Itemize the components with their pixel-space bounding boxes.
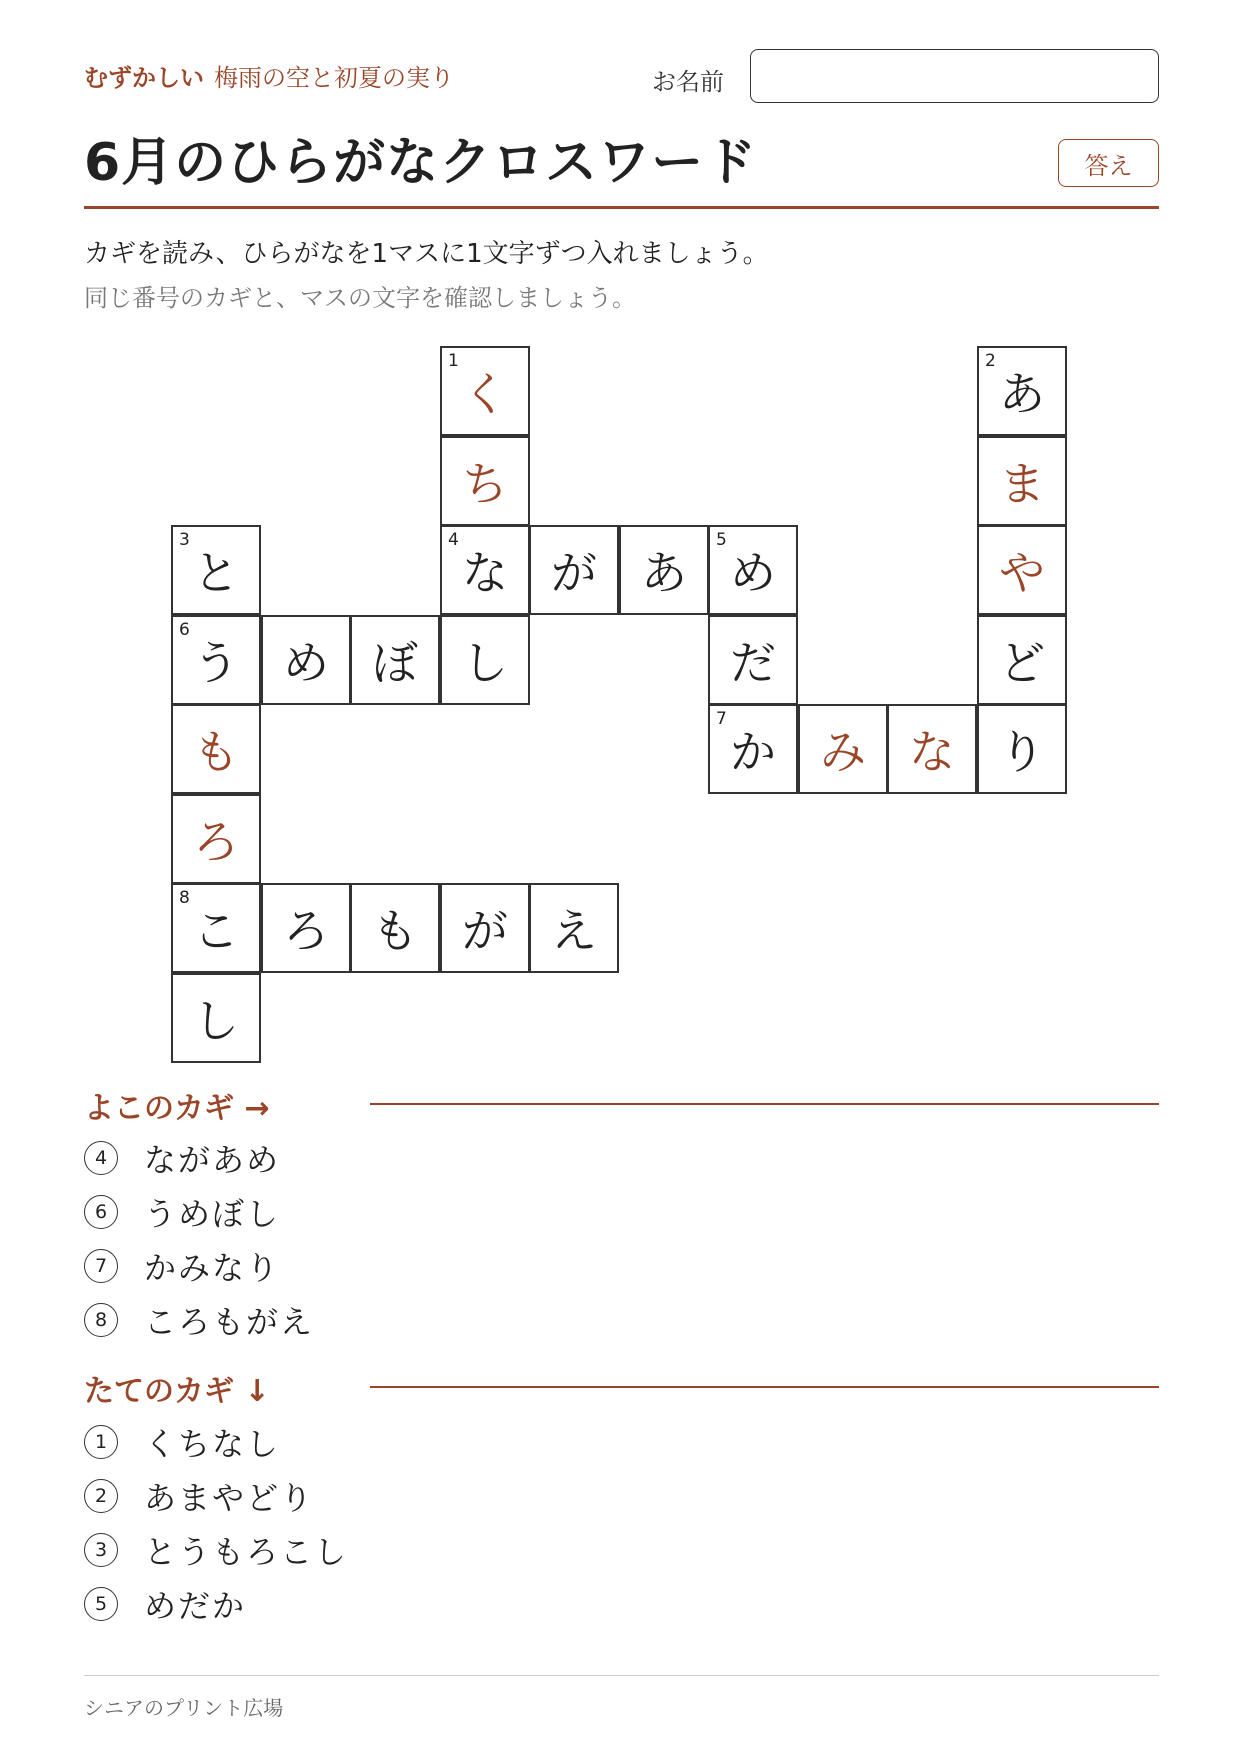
cell-char: な [462, 546, 508, 600]
down-clues-title: たてのカギ ↓ [84, 1374, 270, 1409]
grid-cell[interactable] [261, 883, 351, 973]
grid-cell[interactable] [440, 346, 530, 436]
clue-item [84, 1422, 280, 1462]
clue-number: 1 [448, 351, 459, 371]
grid-cell[interactable] [171, 525, 261, 615]
grid-cell[interactable] [440, 525, 530, 615]
instruction-sub: 同じ番号のカギと、マスの文字を確認しましょう。 [84, 284, 636, 312]
clue-number: 3 [179, 530, 190, 550]
grid-cell[interactable] [708, 525, 798, 615]
grid-cell[interactable] [171, 973, 261, 1063]
clue-item [84, 1192, 280, 1232]
clue-item [84, 1530, 348, 1570]
cell-char: え [551, 904, 597, 958]
cell-char: り [999, 725, 1045, 779]
grid-cell[interactable] [708, 615, 798, 705]
clue-number-badge: 1 [84, 1425, 118, 1459]
grid-cell[interactable] [529, 525, 619, 615]
cell-char: や [999, 546, 1045, 600]
clue-item [84, 1476, 314, 1516]
clue-number: 6 [179, 620, 190, 640]
clue-number-badge: 2 [84, 1479, 118, 1513]
grid-cell[interactable] [887, 704, 977, 794]
clue-answer: ころもがえ [144, 1303, 315, 1341]
grid-cell[interactable] [977, 525, 1067, 615]
grid-cell[interactable] [440, 883, 530, 973]
grid-cell[interactable] [171, 883, 261, 973]
cell-char: あ [641, 546, 687, 600]
clue-number-badge: 7 [84, 1249, 118, 1283]
cell-char: く [462, 367, 508, 421]
footer-divider [84, 1675, 1159, 1676]
cell-char: も [372, 904, 418, 958]
cell-char: し [462, 636, 508, 690]
cell-char: も [193, 725, 239, 779]
cell-char: あ [999, 367, 1045, 421]
grid-cell[interactable] [708, 704, 798, 794]
footer-credit: シニアのプリント広場 [84, 1696, 284, 1720]
grid-cell[interactable] [440, 436, 530, 526]
cell-char: ま [999, 457, 1045, 511]
cell-char: し [193, 994, 239, 1048]
worksheet-theme: 梅雨の空と初夏の実り [214, 64, 454, 92]
cell-char: な [909, 725, 955, 779]
grid-cell[interactable] [977, 615, 1067, 705]
grid-cell[interactable] [977, 704, 1067, 794]
clue-number: 4 [448, 530, 459, 550]
grid-cell[interactable] [619, 525, 709, 615]
grid-cell[interactable] [529, 883, 619, 973]
clue-item [84, 1246, 280, 1286]
cell-char: ど [999, 636, 1045, 690]
clue-answer: かみなり [144, 1249, 281, 1287]
cell-char: が [551, 546, 597, 600]
cell-char: め [730, 546, 776, 600]
clue-answer: くちなし [144, 1425, 281, 1463]
clue-answer: あまやどり [144, 1479, 315, 1517]
title-divider [84, 206, 1159, 209]
across-clues-title: よこのカギ → [84, 1091, 270, 1126]
cell-char: だ [730, 636, 776, 690]
cell-char: と [193, 546, 239, 600]
worksheet-subtitle [84, 58, 454, 93]
across-divider [370, 1103, 1159, 1105]
grid-cell[interactable] [798, 704, 888, 794]
grid-cell[interactable] [977, 436, 1067, 526]
clue-answer: ながあめ [144, 1141, 281, 1179]
cell-char: が [462, 904, 508, 958]
clue-number: 5 [716, 530, 727, 550]
cell-char: ろ [283, 904, 329, 958]
cell-char: ぼ [372, 636, 418, 690]
clue-item [84, 1138, 280, 1178]
clue-item [84, 1584, 246, 1624]
grid-cell[interactable] [440, 615, 530, 705]
grid-cell[interactable] [171, 615, 261, 705]
cell-char: め [283, 636, 329, 690]
grid-cell[interactable] [350, 883, 440, 973]
grid-cell[interactable] [171, 794, 261, 884]
clue-answer: めだか [144, 1587, 247, 1625]
cell-char: ろ [193, 815, 239, 869]
clue-answer: うめぼし [144, 1195, 281, 1233]
clue-number: 7 [716, 709, 727, 729]
instruction-main: カギを読み、ひらがなを1マスに1文字ずつ入れましょう。 [84, 239, 769, 269]
name-label: お名前 [652, 68, 724, 96]
clue-number-badge: 8 [84, 1303, 118, 1337]
grid-cell[interactable] [977, 346, 1067, 436]
down-divider [370, 1386, 1159, 1388]
page-title: 6月のひらがなクロスワード [84, 133, 758, 193]
difficulty-level: むずかしい [84, 64, 204, 92]
clue-number-badge: 6 [84, 1195, 118, 1229]
clue-answer: とうもろこし [144, 1533, 349, 1571]
clue-number: 2 [985, 351, 996, 371]
name-field[interactable] [750, 49, 1159, 103]
grid-cell[interactable] [171, 704, 261, 794]
grid-cell[interactable] [350, 615, 440, 705]
cell-char: み [820, 725, 866, 779]
cell-char: こ [193, 904, 239, 958]
clue-number-badge: 5 [84, 1587, 118, 1621]
cell-char: ち [462, 457, 508, 511]
clue-number: 8 [179, 888, 190, 908]
cell-char: か [730, 725, 776, 779]
clue-number-badge: 3 [84, 1533, 118, 1567]
answer-button[interactable]: 答え [1058, 139, 1159, 187]
clue-number-badge: 4 [84, 1141, 118, 1175]
cell-char: う [193, 636, 239, 690]
grid-cell[interactable] [261, 615, 351, 705]
clue-item [84, 1300, 314, 1340]
